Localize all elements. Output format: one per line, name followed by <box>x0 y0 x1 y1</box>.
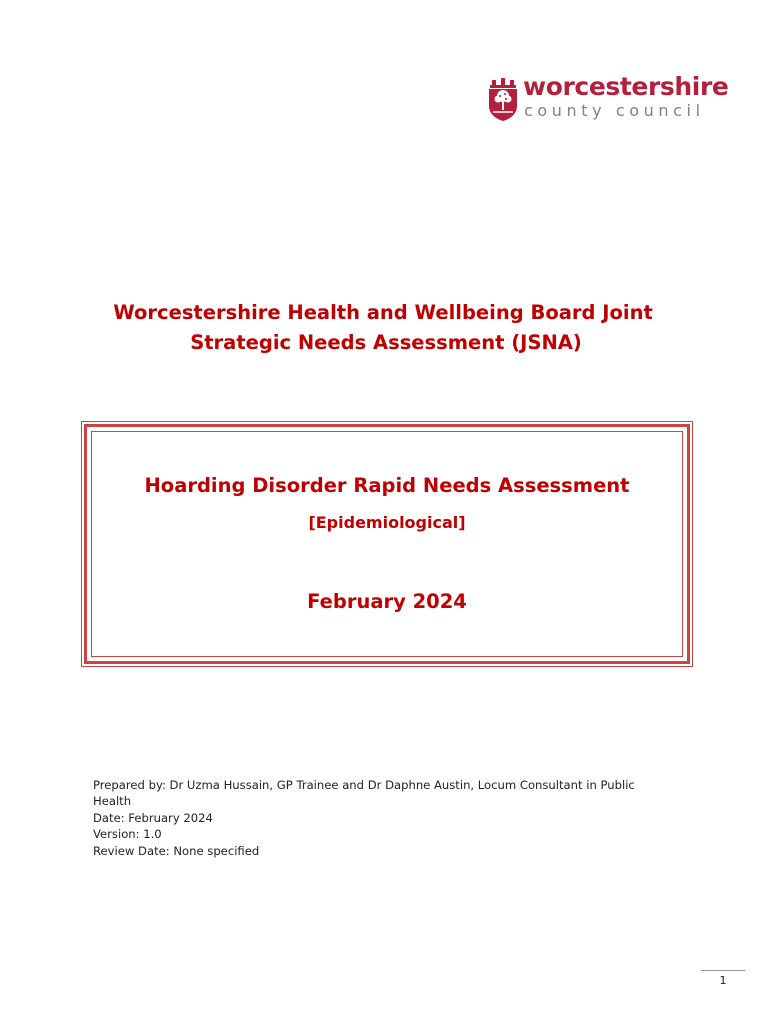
document-title-line-1: Worcestershire Health and Wellbeing Board Joint <box>113 301 653 324</box>
footer-divider <box>701 970 745 971</box>
council-logo-subtitle: county council <box>524 101 705 120</box>
details-date: Date: February 2024 <box>93 810 213 825</box>
document-title-line-2: Strategic Needs Assessment (JSNA) <box>190 331 582 354</box>
assessment-frame <box>84 424 690 664</box>
page-number: 1 <box>719 974 727 987</box>
prepared-by-line-1: Prepared by: Dr Uzma Hussain, GP Trainee and Dr Daphne Austin, Locum Consultant in Public <box>93 778 635 792</box>
assessment-frame-inner-border <box>91 431 683 657</box>
assessment-subtitle: [Epidemiological] <box>308 513 466 532</box>
assessment-title: Hoarding Disorder Rapid Needs Assessment <box>144 474 630 497</box>
document-title <box>0 298 770 358</box>
document-details <box>93 777 653 859</box>
details-version: Version: 1.0 <box>93 827 162 842</box>
details-review-date: Review Date: None specified <box>93 843 260 858</box>
council-logo <box>486 72 729 124</box>
council-logo-name: worcestershire <box>523 72 729 101</box>
prepared-by-line-2: Health <box>93 794 132 809</box>
assessment-date: February 2024 <box>307 590 467 613</box>
county-crest-icon <box>486 78 520 122</box>
